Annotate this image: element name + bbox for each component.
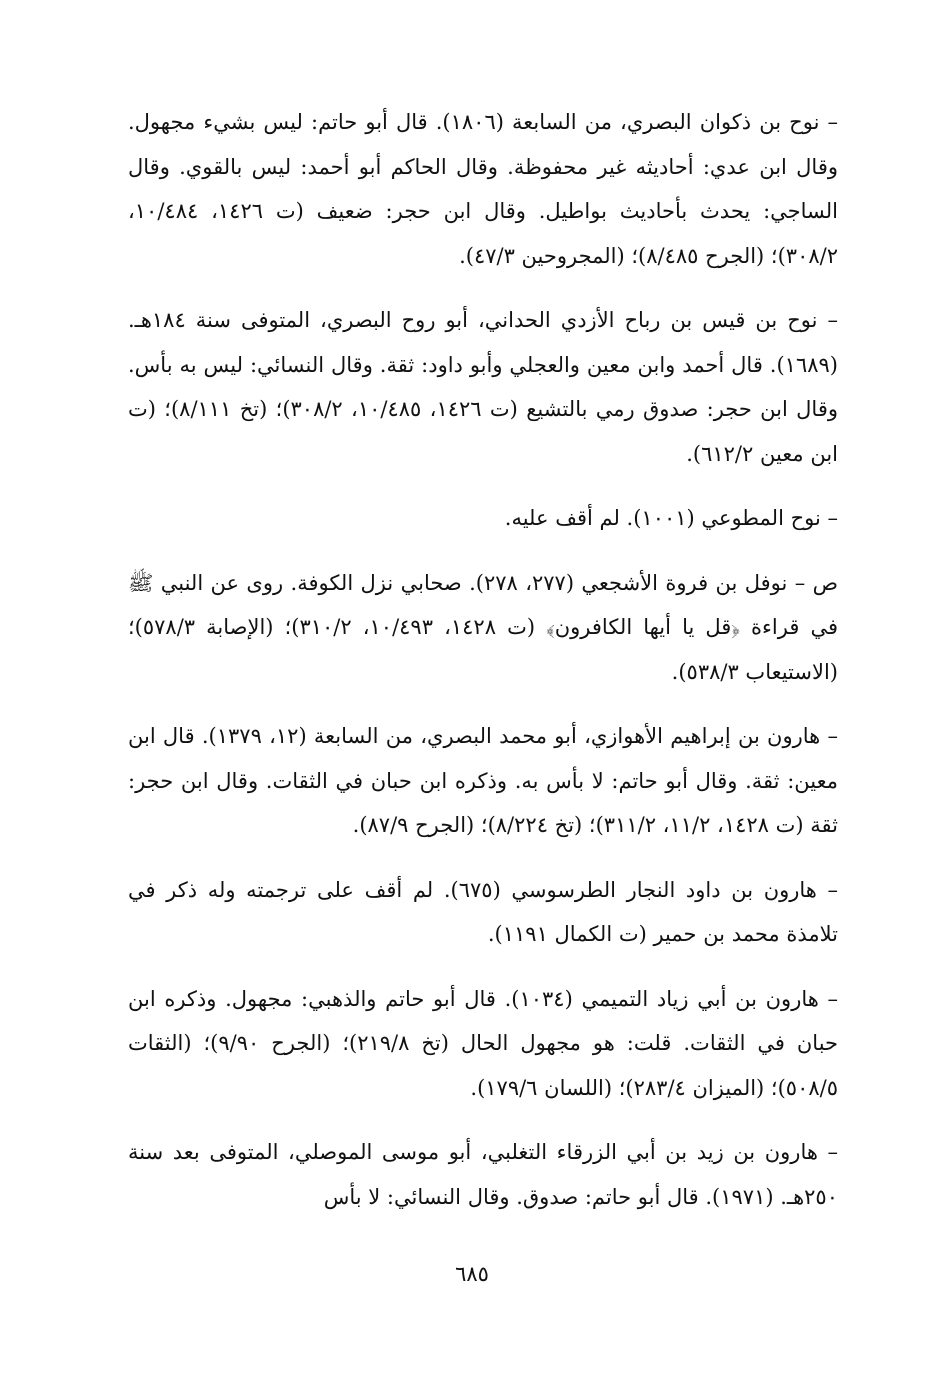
entry-nuh-al-mutawwii: – نوح المطوعي (١٠٠١). لم أقف عليه. — [504, 506, 838, 530]
page-number: ٦٨٥ — [455, 1262, 489, 1286]
entry-harun-ibn-zayd: – هارون بن زيد بن أبي الزرقاء التغلبي، أبو موسى الموصلي، المتوفى بعد سنة ٢٥٠هـ. (١٩٧١). قال أبو حاتم: صدوق. وقال النسائي: لا بأس — [128, 1140, 838, 1209]
entries-column — [128, 100, 838, 1219]
entry-nuh-ibn-dhakwan: – نوح بن ذكوان البصري، من السابعة (١٨٠٦). قال أبو حاتم: ليس بشيء مجهول. وقال ابن عدي: أحاديثه غير محفوظة. وقال الحاكم أبو أحمد: ليس بالقوي. وقال الساجي: يحدث بأحاديث بواطيل. وقال ابن حجر: ضعيف (ت ١٤٢٦، ١٠/٤٨٤، ٣٠٨/٢)؛ (الجرح ٨/٤٨٥)؛ (المجروحين ٤٧/٣). — [128, 110, 838, 268]
entry-nuh-ibn-qays: – نوح بن قيس بن رباح الأزدي الحداني، أبو روح البصري، المتوفى سنة ١٨٤هـ. (١٦٨٩). قال أحمد وابن معين والعجلي وأبو داود: ثقة. وقال النسائي: ليس به بأس. وقال ابن حجر: صدوق رمي بالتشيع (ت ١٤٢٦، ١٠/٤٨٥، ٣٠٨/٢)؛ (تخ ٨/١١١)؛ (ت ابن معين ٦١٢/٢). — [128, 308, 839, 466]
entry-nawfal-ibn-farwa: ص – نوفل بن فروة الأشجعي (٢٧٧، ٢٧٨). صحابي نزل الكوفة. روى عن النبي ﷺ في قراءة ﴿قل يا أيها الكافرون﴾ (ت ١٤٢٨، ١٠/٤٩٣، ٣١٠/٢)؛ (الإصابة ٥٧٨/٣)؛ (الاستيعاب ٥٣٨/٣). — [128, 570, 839, 684]
entry-harun-ibn-abi-ziyad: – هارون بن أبي زياد التميمي (١٠٣٤). قال أبو حاتم والذهبي: مجهول. وذكره ابن حبان في الثقات. قلت: هو مجهول الحال (تخ ٢١٩/٨)؛ (الجرح ٩/٩٠)؛ (الثقات ٥٠٨/٥)؛ (الميزان ٢٨٣/٤)؛ (اللسان ١٧٩/٦). — [128, 986, 839, 1100]
entry-harun-ibn-ibrahim: – هارون بن إبراهيم الأهوازي، أبو محمد البصري، من السابعة (١٢، ١٣٧٩). قال ابن معين: ثقة. وقال أبو حاتم: لا بأس به. وذكره ابن حبان في الثقات. وقال ابن حجر: ثقة (ت ١٤٢٨، ١١/٢، ٣١١/٢)؛ (تخ ٨/٢٢٤)؛ (الجرح ٨٧/٩). — [128, 724, 838, 837]
entry-harun-ibn-dawud: – هارون بن داود النجار الطرسوسي (٦٧٥). لم أقف على ترجمته وله ذكر في تلامذة محمد بن حمير (ت الكمال ١١٩١). — [128, 877, 839, 946]
